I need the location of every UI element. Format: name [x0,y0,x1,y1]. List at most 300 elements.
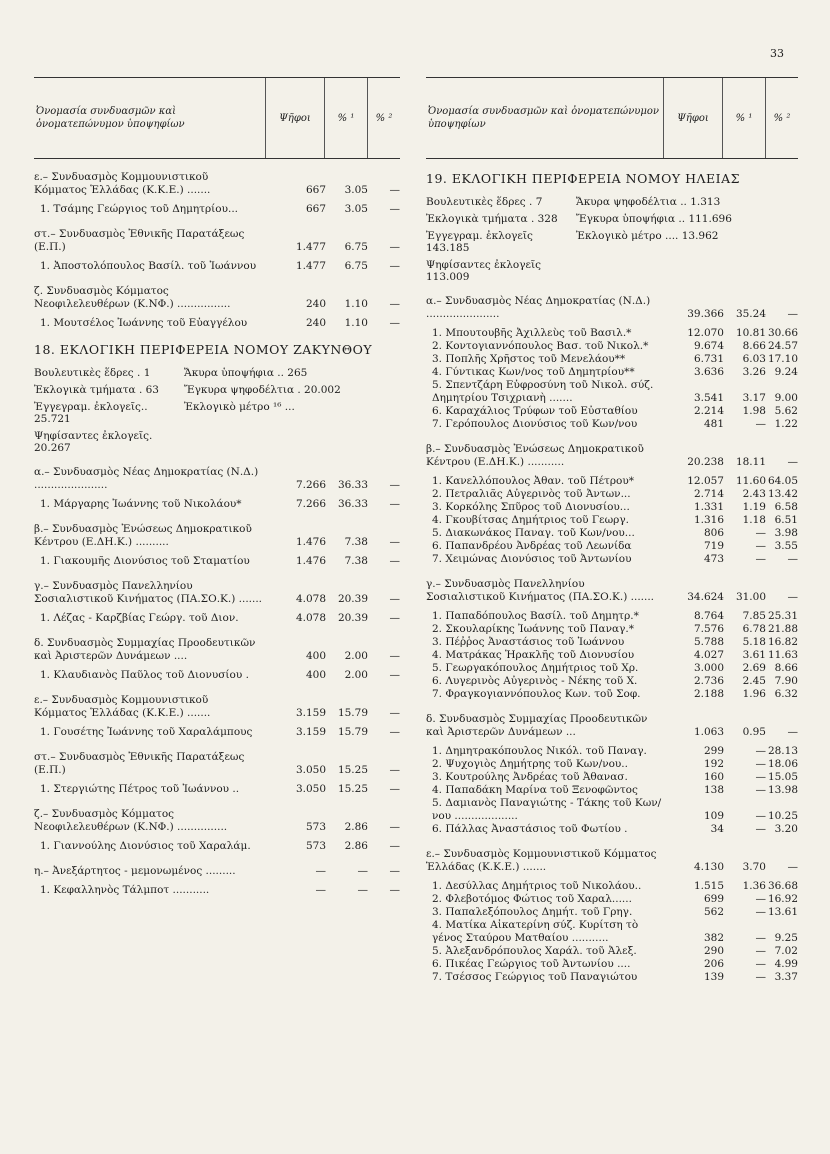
header-votes: Ψῆφοι [664,78,723,158]
percent-1-value: 15.79 [337,707,368,719]
votes-value: 806 [703,527,724,539]
candidate-name: 6. Παπανδρέου Ἀνδρέας τοῦ Λεωνίδα [432,540,632,552]
votes-value: 138 [703,784,724,796]
candidate-name: 1. Δεσύλλας Δημήτριος τοῦ Νικολάου.. [432,880,642,892]
percent-2-value: — [389,593,400,605]
info-item: Ἐγγεγραμ. ἐκλογεῖς.. 25.721 [34,401,148,425]
percent-1-value: 6.75 [344,260,368,272]
party-name: ζ. Συνδυασμὸς Κόμματος Νεοφιλελευθέρων (Κ.ΝΦ.) ................ [34,285,231,310]
party-group [426,578,798,701]
party-name: ε.– Συνδυασμὸς Κομμουνιστικοῦ Κόμματος Ἑλλάδας (Κ.Κ.Ε.) ....... [34,171,211,196]
candidate-row [426,758,798,771]
candidate-row [426,745,798,758]
party-name: α.– Συνδυασμὸς Νέας Δημοκρατίας (Ν.Δ.) ...................... [426,295,651,320]
party-group [34,865,400,897]
percent-2-value: — [389,203,400,215]
votes-value: 192 [703,758,724,770]
percent-1-value: 1.96 [742,688,766,700]
percent-1-value: — [755,758,766,770]
votes-value: 6.731 [693,353,724,365]
candidate-name: 4. Παπαδάκη Μαρίνα τοῦ Ξενοφῶντος [432,784,638,796]
votes-value: 5.788 [693,636,724,648]
candidate-name: 1. Δημητρακόπουλος Νικόλ. τοῦ Παναγ. [432,745,647,757]
party-group [34,808,400,853]
percent-2-value: 8.66 [774,662,798,674]
votes-value: 7.266 [295,498,326,510]
candidate-name: 6. Λυγερινὸς Αὐγερινὸς - Νέκης τοῦ Χ. [432,675,638,687]
party-row [426,848,798,874]
percent-2-value: — [389,865,400,877]
percent-2-value: — [389,241,400,253]
percent-1-value: 6.03 [742,353,766,365]
party-name: δ. Συνδυασμὸς Συμμαχίας Προοδευτικῶν καὶ Ἀριστερῶν Δυνάμεων ... [426,713,648,738]
votes-value: 12.057 [687,475,724,487]
candidate-name: 1. Κανελλόπουλος Ἀθαν. τοῦ Πέτρου* [432,475,634,487]
votes-value: 3.050 [295,764,326,776]
votes-value: 1.476 [295,555,326,567]
percent-1-value: 1.18 [742,514,766,526]
candidate-name: 2. Ψυχογιὸς Δημήτρης τοῦ Κων/νου.. [432,758,628,770]
info-item: Ψηφίσαντες ἐκλογεῖς. 20.267 [34,430,153,454]
candidate-name: 2. Φλεβοτόμος Φώτιος τοῦ Χαραλ...... [432,893,632,905]
candidate-row [34,203,400,216]
votes-value: 2.714 [693,488,724,500]
votes-value: 3.541 [693,392,724,404]
percent-2-value: 3.55 [774,540,798,552]
percent-1-value: — [755,784,766,796]
party-group [426,443,798,566]
header-percent-1: % ¹ [325,78,368,158]
votes-value: 3.000 [693,662,724,674]
candidate-row [426,366,798,379]
votes-value: — [315,884,326,896]
votes-value: 573 [305,821,326,833]
party-name: β.– Συνδυασμὸς Ἐνώσεως Δημοκρατικοῦ Κέντρου (Ε.ΔΗ.Κ.) ........... [426,443,644,468]
votes-value: 9.674 [693,340,724,352]
percent-1-value: 3.17 [742,392,766,404]
party-name: δ. Συνδυασμὸς Συμμαχίας Προοδευτικῶν καὶ Ἀριστερῶν Δυνάμεων .... [34,637,256,662]
percent-1-value: 6.75 [344,241,368,253]
party-row [34,808,400,834]
candidate-name: 6. Πάλλας Ἀναστάσιος τοῦ Φωτίου . [432,823,628,835]
candidate-row [426,623,798,636]
percent-1-value: 3.70 [742,861,766,873]
percent-2-value: 7.90 [774,675,798,687]
candidate-row [34,884,400,897]
percent-2-value: — [787,726,798,738]
right-column [426,77,798,984]
percent-2-value: — [389,555,400,567]
candidate-name: 5. Γεωργακόπουλος Δημήτριος τοῦ Χρ. [432,662,639,674]
percent-2-value: — [389,821,400,833]
percent-1-value: 20.39 [337,593,368,605]
percent-2-value: 16.82 [767,636,798,648]
header-name: Ὀνομασία συνδυασμῶν καὶ ὀνοματεπώνυμον ὑποψηφίων [426,78,664,158]
percent-2-value: — [389,669,400,681]
percent-2-value: — [389,840,400,852]
percent-1-value: 0.95 [742,726,766,738]
votes-value: 1.477 [295,260,326,272]
votes-value: 34.624 [687,591,724,603]
district-info [426,196,798,283]
votes-value: 240 [305,298,326,310]
header-percent-1: % ¹ [723,78,766,158]
candidate-name: 3. Ποπλῆς Χρῆστος τοῦ Μενελάου** [432,353,626,365]
percent-1-value: 35.24 [735,308,766,320]
votes-value: 139 [703,971,724,983]
votes-value: 382 [703,932,724,944]
votes-value: 299 [703,745,724,757]
votes-value: 1.476 [295,536,326,548]
table-header-left [34,77,400,159]
candidate-name: 7. Γερόπουλος Διονύσιος τοῦ Κων/νου [432,418,638,430]
percent-2-value: 3.98 [774,527,798,539]
party-group [34,523,400,568]
votes-value: 160 [703,771,724,783]
info-item: Ἐκλογικὸ μέτρο ¹⁶ ... [184,401,295,413]
candidate-name: 4. Γύντικας Κων/νος τοῦ Δημητρίου** [432,366,635,378]
candidate-name: 2. Πετραλιᾶς Αὐγερινὸς τοῦ Ἀντων... [432,488,631,500]
party-row [34,171,400,197]
percent-2-value: 9.24 [774,366,798,378]
percent-2-value: 10.25 [767,810,798,822]
party-name: β.– Συνδυασμὸς Ἐνώσεως Δημοκρατικοῦ Κέντρου (Ε.ΔΗ.Κ.) .......... [34,523,252,548]
percent-1-value: 18.11 [735,456,766,468]
district-title: 19. ΕΚΛΟΓΙΚΗ ΠΕΡΙΦΕΡΕΙΑ ΝΟΜΟΥ ΗΛΕΙΑΣ [426,171,740,186]
votes-value: 206 [703,958,724,970]
candidate-name: 7. Φραγκογιαννόπουλος Κων. τοῦ Σοφ. [432,688,641,700]
candidate-row [426,540,798,553]
percent-2-value: — [389,884,400,896]
candidate-row [426,610,798,623]
party-row [34,580,400,606]
percent-2-value: 5.62 [774,405,798,417]
candidate-name: 1. Λέζας - Καρζβίας Γεώργ. τοῦ Διον. [40,612,239,624]
candidate-row [426,649,798,662]
percent-2-value: — [389,260,400,272]
percent-1-value: 1.10 [344,298,368,310]
candidate-row [426,906,798,919]
candidate-name: 2. Σκουλαρίκης Ἰωάννης τοῦ Παναγ.* [432,623,634,635]
votes-value: 3.050 [295,783,326,795]
candidate-name: 1. Μπουτουβῆς Ἀχιλλεὺς τοῦ Βασιλ.* [432,327,632,339]
percent-1-value: 7.38 [344,536,368,548]
votes-value: 7.576 [693,623,724,635]
party-name: γ.– Συνδυασμὸς Πανελληνίου Σοσιαλιστικοῦ Κινήματος (ΠΑ.ΣΟ.Κ.) ....... [34,580,263,605]
votes-value: 39.366 [687,308,724,320]
info-item: Ἔγκυρα ὑποψήφια .. 111.696 [576,213,732,225]
candidate-row [426,880,798,893]
info-item: Ἔγκυρα ψηφοδέλτια . 20.002 [184,384,341,396]
candidate-name: 1. Μάργαρης Ἰωάννης τοῦ Νικολάου* [40,498,242,510]
votes-value: 2.736 [693,675,724,687]
votes-value: 562 [703,906,724,918]
party-group [34,466,400,511]
candidate-row [426,327,798,340]
candidate-name: 7. Χειμώνας Διονύσιος τοῦ Ἀντωνίου [432,553,632,565]
percent-2-value: 21.88 [767,623,798,635]
percent-2-value: 30.66 [767,327,798,339]
percent-2-value: — [389,536,400,548]
party-row [34,228,400,254]
percent-2-value: 28.13 [767,745,798,757]
candidate-name: 5. Σπεντζάρη Εὐφροσύνη τοῦ Νικολ. σύζ. Δημητρίου Τσιχριανὴ ....... [432,379,654,404]
district-info [34,367,400,454]
page-number: 33 [770,47,784,60]
candidate-row [426,945,798,958]
percent-1-value: 15.25 [337,764,368,776]
candidate-name: 4. Γκουβίτσας Δημήτριος τοῦ Γεωργ. [432,514,629,526]
candidate-row [426,971,798,984]
percent-2-value: — [389,764,400,776]
percent-1-value: 2.69 [742,662,766,674]
percent-2-value: — [389,612,400,624]
percent-1-value: 36.33 [337,479,368,491]
percent-2-value: 13.98 [767,784,798,796]
votes-value: 4.078 [295,612,326,624]
candidate-row [34,498,400,511]
party-row [426,578,798,604]
header-votes: Ψῆφοι [266,78,325,158]
percent-2-value: 4.99 [774,958,798,970]
info-item [184,430,400,454]
party-row [34,694,400,720]
percent-1-value: — [755,958,766,970]
percent-1-value: 20.39 [337,612,368,624]
percent-2-value: — [787,553,798,565]
info-item: Ἄκυρα ψηφοδέλτια .. 1.313 [576,196,721,208]
candidate-name: 6. Πικέας Γεώργιος τοῦ Ἀντωνίου .... [432,958,631,970]
party-row [34,466,400,492]
party-group [34,228,400,273]
candidate-row [426,919,798,945]
percent-2-value: — [389,184,400,196]
votes-value: 667 [305,203,326,215]
candidate-name: 1. Γουσέτης Ἰωάννης τοῦ Χαραλάμπους [40,726,253,738]
candidate-row [426,797,798,823]
info-item: Ἐγγεγραμ. ἐκλογεῖς 143.185 [426,230,533,254]
candidate-name: 3. Κουτρούλης Ἀνδρέας τοῦ Ἀθανασ. [432,771,628,783]
percent-2-value: — [787,861,798,873]
percent-2-value: — [389,498,400,510]
left-pre-groups [34,171,400,330]
percent-1-value: 7.85 [742,610,766,622]
candidate-name: 4. Ματράκας Ἡρακλῆς τοῦ Διονυσίου [432,649,635,661]
votes-value: 1.063 [693,726,724,738]
candidate-name: 3. Παπαλεξόπουλος Δημήτ. τοῦ Γρηγ. [432,906,633,918]
info-item: Ἄκυρα ὑποψήφια .. 265 [184,367,308,379]
candidate-row [426,340,798,353]
percent-2-value: 16.92 [767,893,798,905]
votes-value: 240 [305,317,326,329]
percent-2-value: — [787,591,798,603]
candidate-name: 1. Ἀποστολόπουλος Βασίλ. τοῦ Ἰωάννου [40,260,257,272]
candidate-name: 1. Παπαδόπουλος Βασίλ. τοῦ Δημητρ.* [432,610,639,622]
votes-value: 2.214 [693,405,724,417]
percent-1-value: 2.45 [742,675,766,687]
candidate-name: 1. Κλαυδιανὸς Παῦλος τοῦ Διονυσίου . [40,669,249,681]
percent-2-value: 9.25 [774,932,798,944]
party-row [426,443,798,469]
candidate-row [426,527,798,540]
percent-1-value: 5.18 [742,636,766,648]
votes-value: 1.477 [295,241,326,253]
percent-2-value: 13.42 [767,488,798,500]
votes-value: 719 [703,540,724,552]
percent-1-value: — [755,945,766,957]
party-name: η.– Ἀνεξάρτητος - μεμονωμένος ......... [34,865,236,877]
percent-1-value: 2.86 [344,840,368,852]
votes-value: 1.515 [693,880,724,892]
percent-2-value: 13.61 [767,906,798,918]
percent-1-value: — [755,932,766,944]
candidate-row [426,893,798,906]
percent-1-value: — [755,553,766,565]
candidate-row [426,379,798,405]
votes-value: 2.188 [693,688,724,700]
percent-1-value: — [755,527,766,539]
percent-2-value: — [787,308,798,320]
info-item: Ψηφίσαντες ἐκλογεῖς 113.009 [426,259,541,283]
candidate-row [34,840,400,853]
percent-2-value: — [389,479,400,491]
votes-value: 667 [305,184,326,196]
party-row [34,637,400,663]
percent-1-value: — [755,418,766,430]
percent-1-value: 1.19 [742,501,766,513]
candidate-row [426,784,798,797]
candidate-row [426,958,798,971]
percent-1-value: — [755,823,766,835]
percent-2-value: 3.37 [774,971,798,983]
candidate-row [426,688,798,701]
votes-value: 20.238 [687,456,724,468]
info-item: Ἐκλογικὸ μέτρο .... 13.962 [576,230,719,242]
candidate-name: 5. Ἀλεξανδρόπουλος Χαράλ. τοῦ Ἀλεξ. [432,945,637,957]
votes-value: 8.764 [693,610,724,622]
votes-value: 400 [305,650,326,662]
percent-2-value: 25.31 [767,610,798,622]
info-item: Βουλευτικὲς ἕδρες . 7 [426,196,543,208]
percent-1-value: 2.00 [344,650,368,662]
percent-1-value: 15.79 [337,726,368,738]
district-section-18 [34,342,400,897]
percent-2-value: 1.22 [774,418,798,430]
candidate-name: 2. Κοντογιαννόπουλος Βασ. τοῦ Νικολ.* [432,340,649,352]
votes-value: 4.130 [693,861,724,873]
candidate-name: 1. Στεργιώτης Πέτρος τοῦ Ἰωάννου .. [40,783,240,795]
votes-value: 1.316 [693,514,724,526]
percent-1-value: — [755,540,766,552]
party-row [426,713,798,739]
party-row [34,865,400,878]
left-column [34,77,400,897]
votes-value: 473 [703,553,724,565]
party-group [34,751,400,796]
candidate-name: 1. Τσάμης Γεώργιος τοῦ Δημητρίου... [40,203,238,215]
percent-1-value: 1.36 [742,880,766,892]
votes-value: 109 [703,810,724,822]
votes-value: 7.266 [295,479,326,491]
votes-value: 1.331 [693,501,724,513]
candidate-row [426,823,798,836]
votes-value: 4.027 [693,649,724,661]
candidate-row [34,669,400,682]
district-groups [426,295,798,984]
percent-1-value: 7.38 [344,555,368,567]
candidate-name: 7. Τσέσσος Γεώργιος τοῦ Παναγιώτου [432,971,638,983]
party-name: α.– Συνδυασμὸς Νέας Δημοκρατίας (Ν.Δ.) ...................... [34,466,259,491]
percent-2-value: — [389,783,400,795]
votes-value: — [315,865,326,877]
candidate-name: 3. Κορκόλης Σπῦρος τοῦ Διονυσίου... [432,501,630,513]
percent-1-value: — [755,810,766,822]
percent-1-value: 8.66 [742,340,766,352]
party-group [34,580,400,625]
votes-value: 573 [305,840,326,852]
percent-1-value: 1.98 [742,405,766,417]
candidate-row [426,514,798,527]
info-item [576,259,798,283]
percent-1-value: 11.60 [735,475,766,487]
percent-1-value: — [357,865,368,877]
percent-2-value: 6.51 [774,514,798,526]
candidate-name: 4. Ματίκα Αἰκατερίνη σύζ. Κυρίτση τὸ γένος Σταύρου Ματθαίου ........... [432,919,639,944]
candidate-row [34,783,400,796]
candidate-row [34,726,400,739]
candidate-row [34,260,400,273]
district-section-19 [426,171,798,984]
percent-1-value: 3.26 [742,366,766,378]
percent-2-value: — [787,456,798,468]
votes-value: 3.159 [295,726,326,738]
percent-1-value: 2.00 [344,669,368,681]
party-group [426,713,798,836]
percent-1-value: — [357,884,368,896]
percent-1-value: — [755,893,766,905]
header-percent-2: % ² [375,112,393,124]
percent-2-value: 6.32 [774,688,798,700]
candidate-row [34,317,400,330]
party-row [34,523,400,549]
votes-value: 400 [305,669,326,681]
party-name: στ.– Συνδυασμὸς Ἐθνικῆς Παρατάξεως (Ε.Π.) [34,751,245,776]
percent-1-value: 2.86 [344,821,368,833]
percent-1-value: 3.05 [344,184,368,196]
party-group [34,637,400,682]
percent-1-value: 2.43 [742,488,766,500]
candidate-row [426,405,798,418]
info-item: Ἐκλογικὰ τμήματα . 63 [34,384,159,396]
candidate-name: 5. Διακωνάκος Παναγ. τοῦ Κων/νου... [432,527,635,539]
percent-2-value: — [389,650,400,662]
party-name: ε.– Συνδυασμὸς Κομμουνιστικοῦ Κόμματος Ἑλλάδας (Κ.Κ.Ε.) ....... [34,694,211,719]
percent-1-value: 10.81 [735,327,766,339]
candidate-row [426,353,798,366]
district-groups [34,466,400,897]
percent-2-value: — [389,726,400,738]
party-name: γ.– Συνδυασμὸς Πανελληνίου Σοσιαλιστικοῦ Κινήματος (ΠΑ.ΣΟ.Κ.) ....... [426,578,655,603]
percent-2-value: 24.57 [767,340,798,352]
percent-2-value: 36.68 [767,880,798,892]
party-name: ζ.– Συνδυασμὸς Κόμματος Νεοφιλελευθέρων (Κ.ΝΦ.) ............... [34,808,228,833]
table-header-right [426,77,798,159]
percent-2-value: 11.63 [767,649,798,661]
votes-value: 3.636 [693,366,724,378]
percent-1-value: 6.78 [742,623,766,635]
candidate-row [426,553,798,566]
percent-1-value: — [755,906,766,918]
